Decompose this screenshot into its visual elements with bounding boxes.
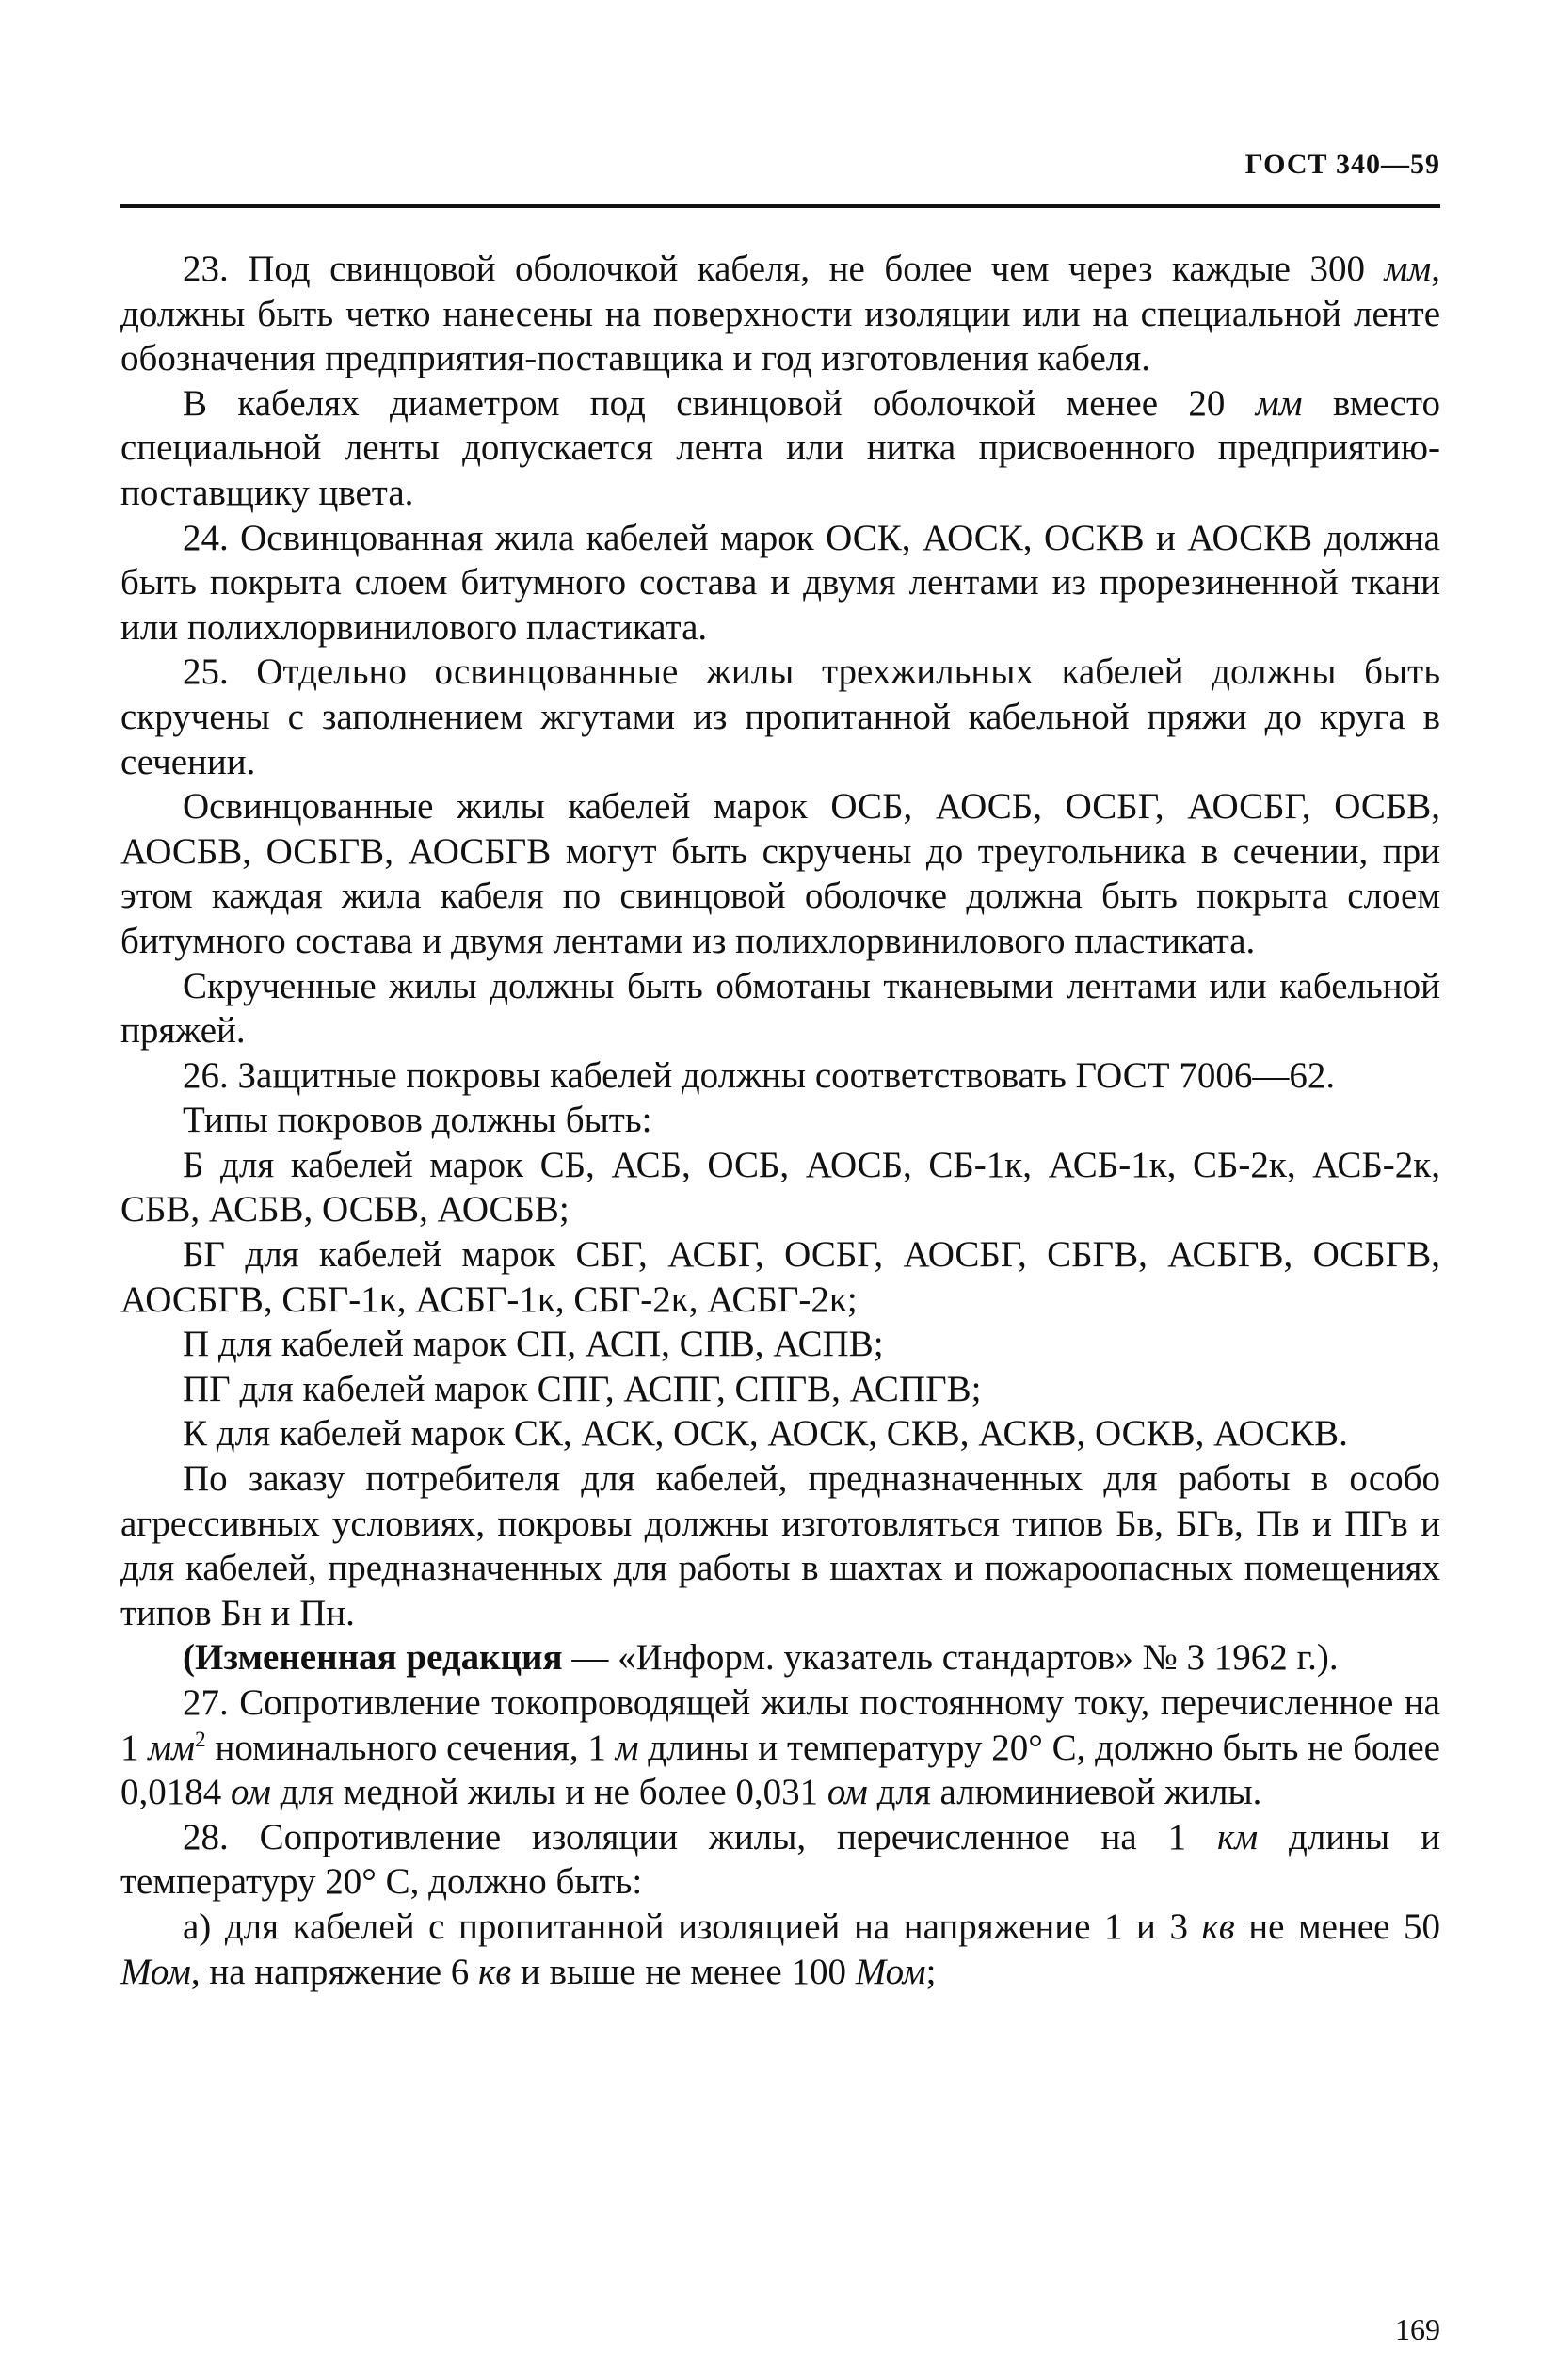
paragraph-24: 24. Освинцованная жила кабелей марок ОСК, АОСК, ОСКВ и АОСКВ должна быть покрыта слоем битумного состава и двумя лентами из прорезиненной ткани или полихлорвинилового пластиката. <box>120 517 1440 648</box>
paragraph-25: 25. Отдельно освинцованные жилы трехжильных кабелей должны быть скручены с заполнением жгутами из пропитанной кабельной пряжи до круга в сечении. <box>120 651 1440 782</box>
page-number: 169 <box>1395 2312 1440 2346</box>
cover-types-list <box>120 1143 1440 1456</box>
paragraph-28-a: а) для кабелей с пропитанной изоляцией на напряжение 1 и 3 кв не менее 50 Мом, на напряжение 6 кв и выше не менее 100 Мом; <box>120 1906 1440 1992</box>
list-item: ПГ для кабелей марок СПГ, АСПГ, СПГВ, АСПГВ; <box>183 1368 982 1409</box>
document-header: ГОСТ 340—59 <box>1244 149 1440 180</box>
list-item: К для кабелей марок СК, АСК, ОСК, АОСК, СКВ, АСКВ, ОСКВ, АОСКВ. <box>183 1413 1348 1455</box>
paragraph-26: 26. Защитные покровы кабелей должны соответствовать ГОСТ 7006—62. <box>183 1054 1336 1096</box>
paragraph-26-changed: (Измененная редакция — «Информ. указатель стандартов» № 3 1962 г.). <box>183 1637 1339 1679</box>
paragraph-26-order: По заказу потребителя для кабелей, предназначенных для работы в особо агрессивных условиях, покровы должны изготовляться типов Бв, БГв, Пв и ПГв и для кабелей, предназначенных для работы в шахтах и пожароопасных помещениях типов Бн и Пн. <box>120 1458 1440 1633</box>
list-item: БГ для кабелей марок СБГ, АСБГ, ОСБГ, АОСБГ, СБГВ, АСБГВ, ОСБГВ, АОСБГВ, СБГ-1к, АСБГ-1к, СБГ-2к, АСБГ-2к; <box>120 1234 1440 1320</box>
paragraph-28: 28. Сопротивление изоляции жилы, перечисленное на 1 км длины и температуру 20° С, должно быть: <box>120 1816 1440 1903</box>
list-item: П для кабелей марок СП, АСП, СПВ, АСПВ; <box>183 1324 884 1365</box>
paragraph-23-note: В кабелях диаметром под свинцовой оболочкой менее 20 мм вместо специальной ленты допускается лента или нитка присвоенного предприятию-поставщику цвета. <box>120 382 1440 513</box>
paragraph-25-wrap: Скрученные жилы должны быть обмотаны тканевыми лентами или кабельной пряжей. <box>120 965 1440 1052</box>
paragraph-25-twist: Освинцованные жилы кабелей марок ОСБ, АОСБ, ОСБГ, АОСБГ, ОСБВ, АОСБВ, ОСБГВ, АОСБГВ могут быть скручены до треугольника в сечении, при этом каждая жила кабеля по свинцовой оболочке должна быть покрыта слоем битумного состава и двумя лентами из полихлорвинилового пластиката. <box>120 786 1440 961</box>
list-item: Б для кабелей марок СБ, АСБ, ОСБ, АОСБ, СБ-1к, АСБ-1к, СБ-2к, АСБ-2к, СБВ, АСБВ, ОСБВ, АОСБВ; <box>120 1144 1440 1230</box>
paragraph-27: 27. Сопротивление токопроводящей жилы постоянному току, перечисленное на 1 $мм^2$ номинального сечения, 1 м длины и температуру 20° С, должно быть не более 0,0184 ом для медной жилы и не более 0,031 ом для алюминиевой жилы. <box>120 1682 1440 1813</box>
paragraph-26-types-intro: Типы покровов должны быть: <box>183 1100 652 1141</box>
header-rule <box>120 204 1440 208</box>
paragraph-23: 23. Под свинцовой оболочкой кабеля, не более чем через каждые 300 мм, должны быть четко нанесены на поверхности изоляции или на специальной ленте обозначения предприятия-поставщика и год изготовления кабеля. <box>120 249 1440 379</box>
document-body <box>120 247 1440 1994</box>
